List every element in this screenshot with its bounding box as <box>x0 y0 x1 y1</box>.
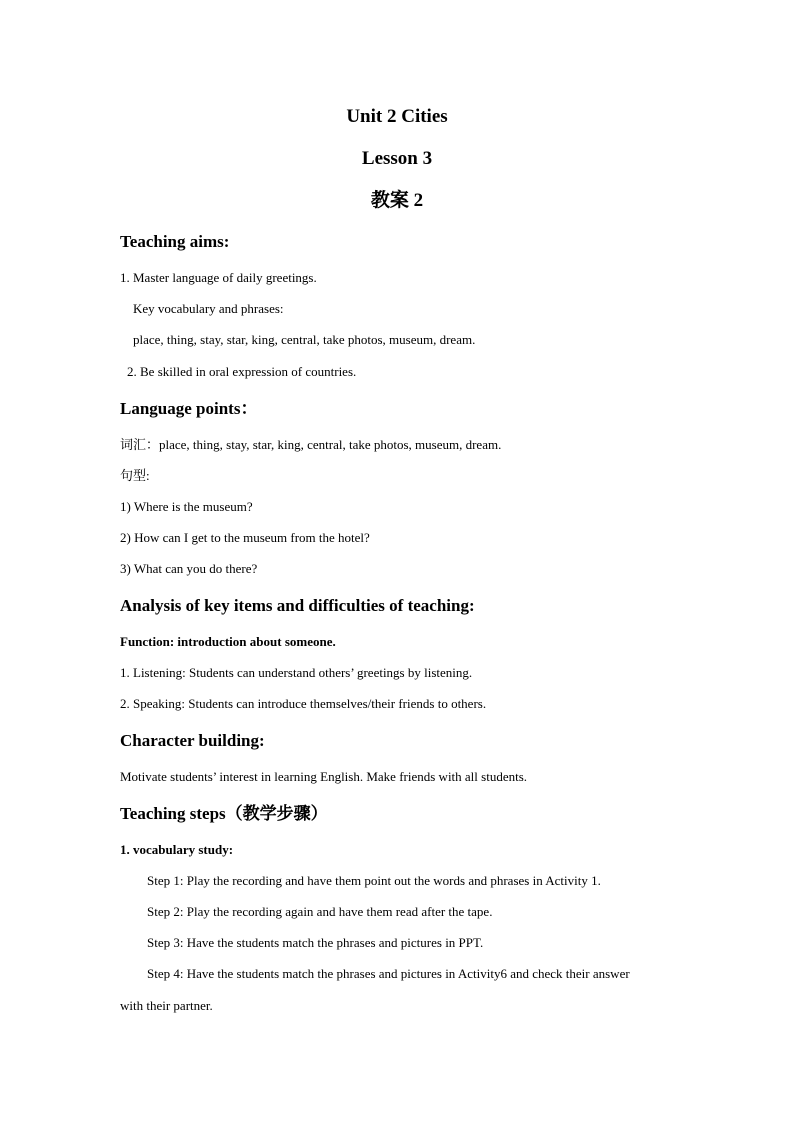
language-points-heading: Language points： <box>120 399 258 418</box>
lesson-title: Lesson 3 <box>361 148 433 169</box>
teaching-steps-heading: Teaching steps（教学步骤） <box>120 804 328 823</box>
sentence-pattern: 2) How can I get to the museum from the hotel? <box>120 530 370 545</box>
lesson-plan-title: 教案 2 <box>370 190 424 211</box>
character-building-heading: Character building: <box>120 731 265 750</box>
teaching-aim-1: 1. Master language of daily greetings. <box>120 270 317 285</box>
vocabulary-study-heading: 1. vocabulary study: <box>120 842 234 857</box>
unit-title: Unit 2 Cities <box>346 106 448 127</box>
key-vocabulary-label: Key vocabulary and phrases: <box>133 301 284 316</box>
teaching-aims-heading: Teaching aims: <box>120 232 230 251</box>
analysis-item: 2. Speaking: Students can introduce themselves/their friends to others. <box>120 696 487 711</box>
teaching-step: Step 4: Have the students match the phrases and pictures in Activity6 and check their answer <box>147 966 630 981</box>
vocabulary-line: 词汇：place, thing, stay, star, king, central, take photos, museum, dream. <box>120 437 502 452</box>
sentence-pattern: 3) What can you do there? <box>120 561 258 576</box>
function-line: Function: introduction about someone. <box>120 634 336 649</box>
character-building-text: Motivate students’ interest in learning English. Make friends with all students. <box>120 769 528 784</box>
analysis-item: 1. Listening: Students can understand others’ greetings by listening. <box>120 665 473 680</box>
sentence-patterns-label: 句型: <box>120 468 150 483</box>
teaching-aim-2: 2. Be skilled in oral expression of countries. <box>127 364 357 379</box>
sentence-pattern: 1) Where is the museum? <box>120 499 253 514</box>
teaching-step: Step 2: Play the recording again and have them read after the tape. <box>147 904 493 919</box>
key-vocabulary-list: place, thing, stay, star, king, central, take photos, museum, dream. <box>133 332 476 347</box>
teaching-step: Step 1: Play the recording and have them point out the words and phrases in Activity 1. <box>147 873 601 888</box>
analysis-heading: Analysis of key items and difficulties of teaching: <box>120 596 475 615</box>
teaching-step-continuation: with their partner. <box>120 998 213 1013</box>
teaching-step: Step 3: Have the students match the phrases and pictures in PPT. <box>147 935 484 950</box>
